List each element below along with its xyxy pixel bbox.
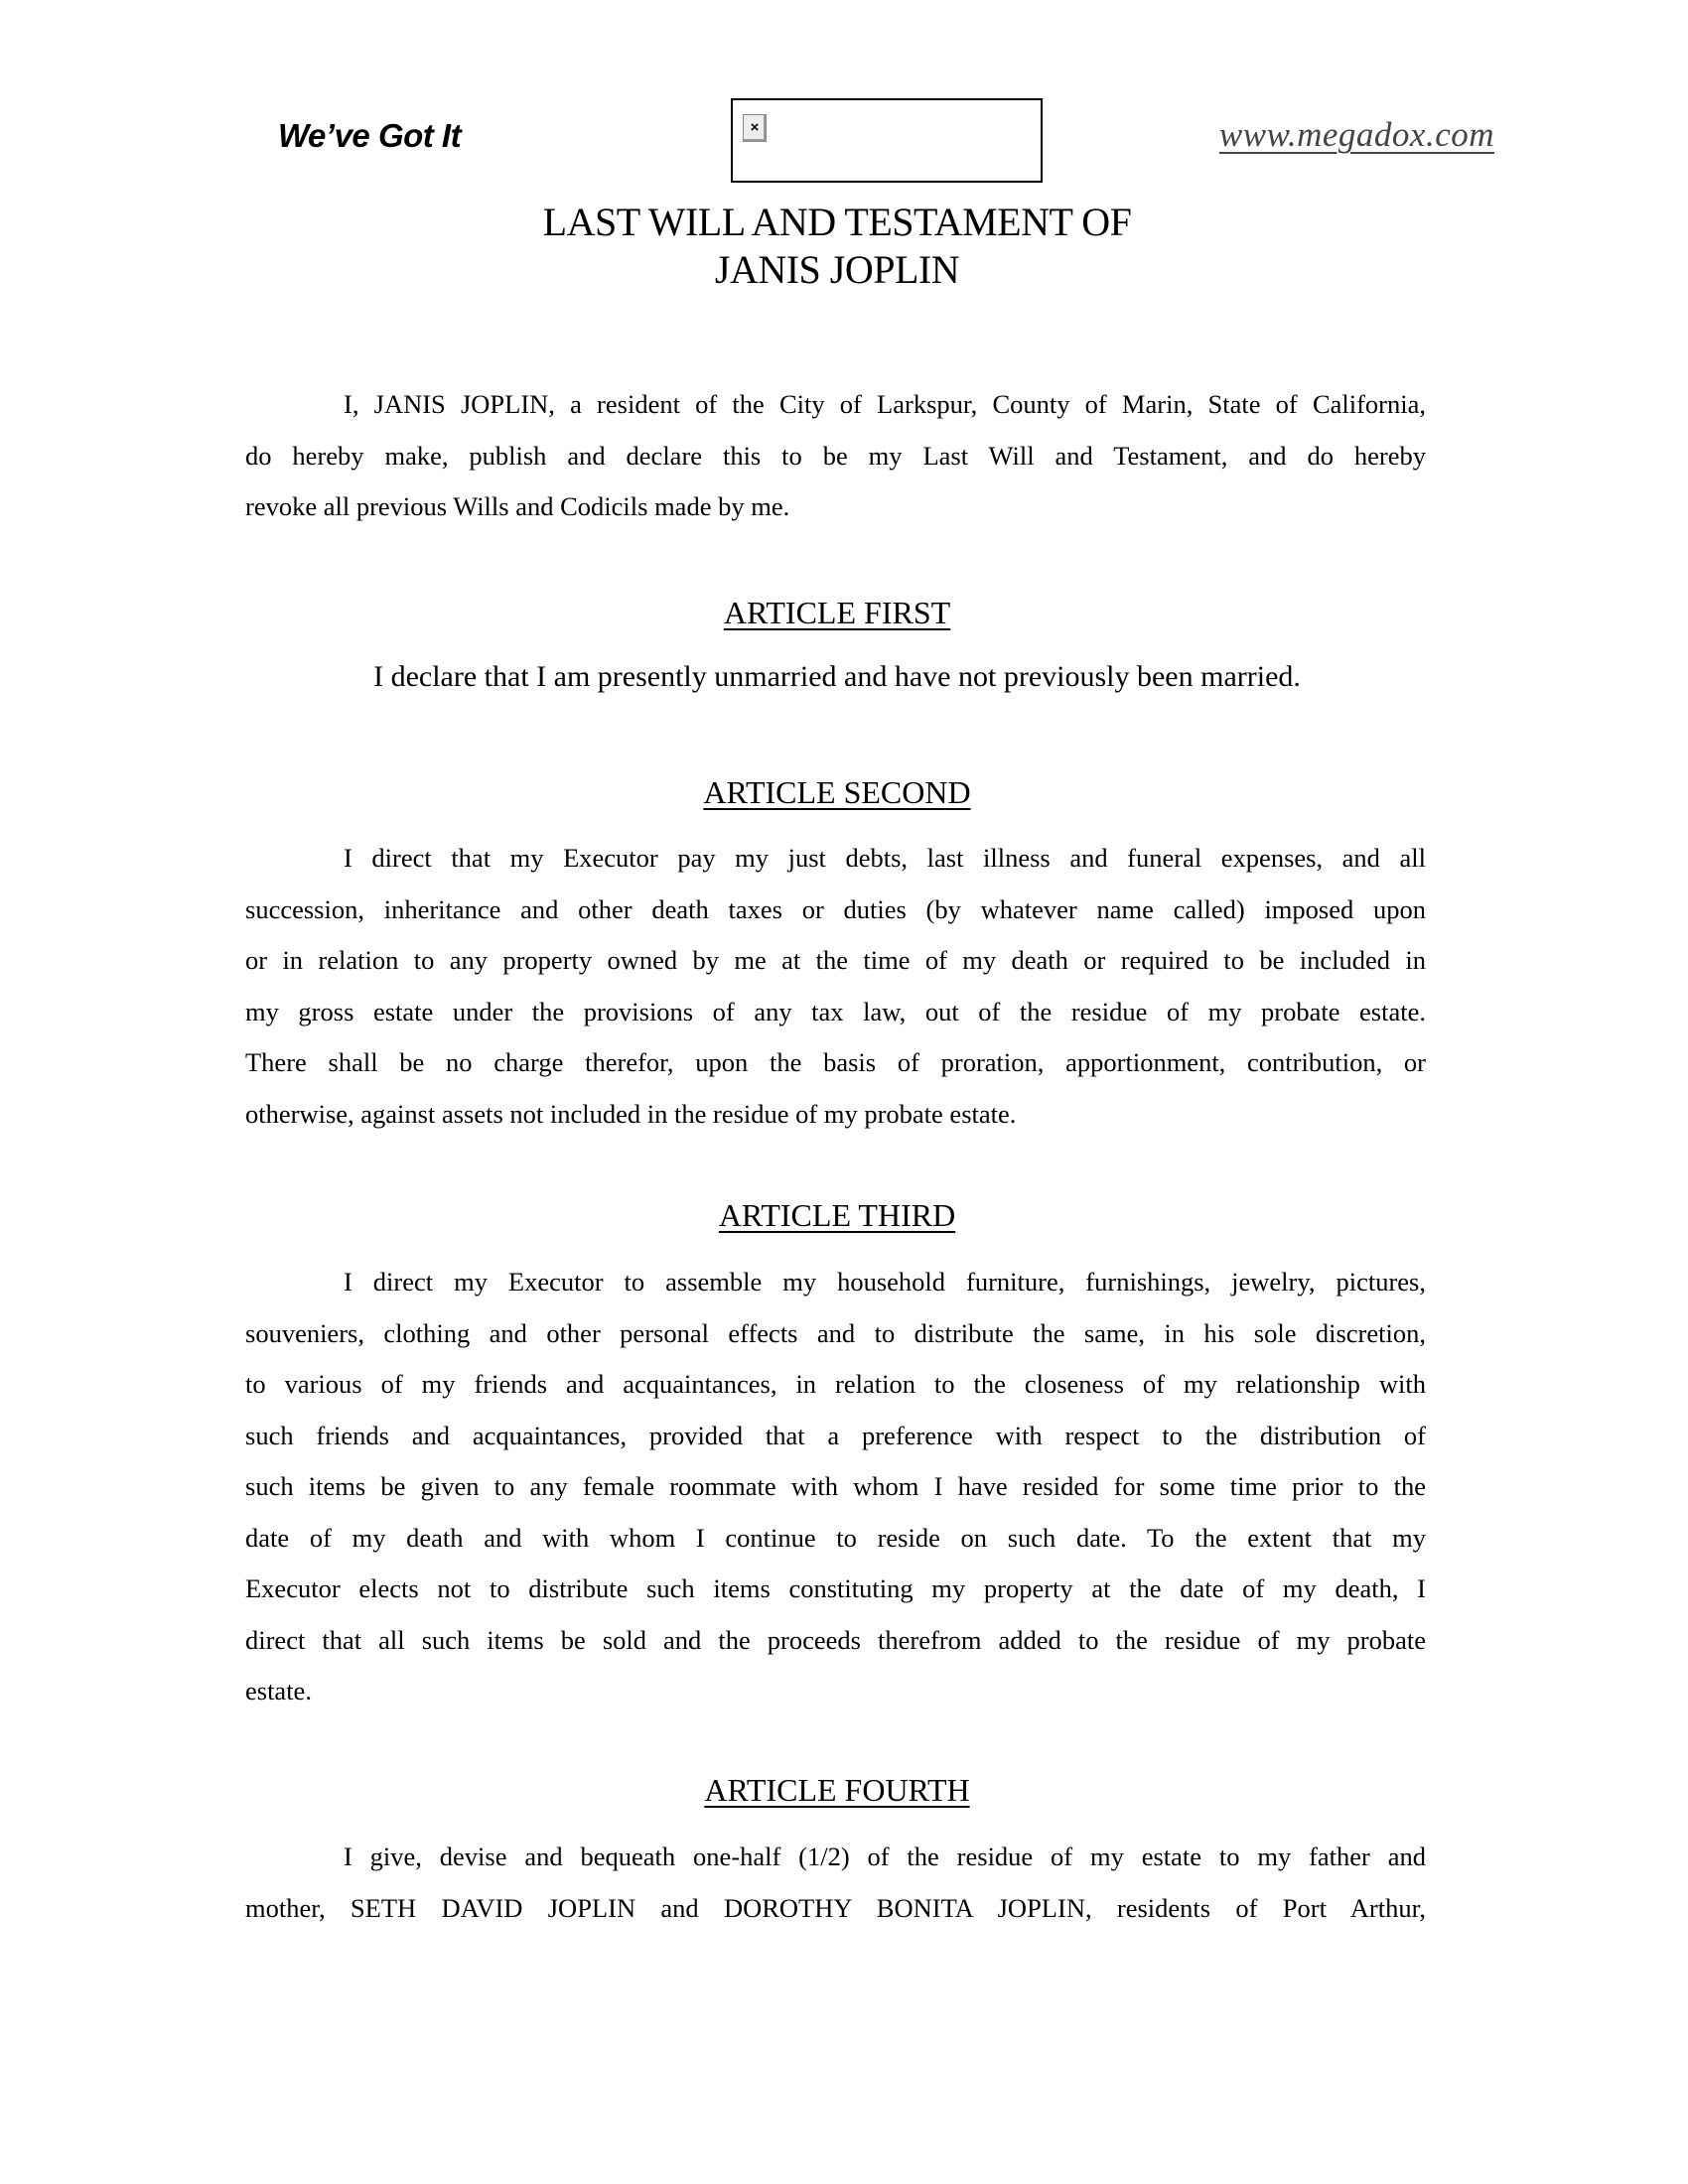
article-third-paragraph — [245, 1257, 1426, 1717]
text-line: date of my death and with whom I continue to reside on such date. To the extent that my — [245, 1522, 1426, 1553]
text-line: mother, SETH DAVID JOPLIN and DOROTHY BONITA JOPLIN, residents of Port Arthur, — [245, 1892, 1426, 1923]
document-title-line-1: LAST WILL AND TESTAMENT OF — [542, 200, 1132, 244]
text-line: my gross estate under the provisions of any tax law, out of the residue of my probate estate. — [245, 996, 1426, 1026]
brand-tagline: We’ve Got It — [278, 117, 462, 154]
text-line: I direct my Executor to assemble my household furniture, furnishings, jewelry, pictures, — [344, 1267, 1426, 1297]
article-first-text: I declare that I am presently unmarried and have not previously been married. — [373, 660, 1301, 693]
text-line: otherwise, against assets not included in the residue of my probate estate. — [245, 1098, 1017, 1129]
text-line: or in relation to any property owned by me at the time of my death or required to be included in — [245, 945, 1426, 975]
document-title-line-2: JANIS JOPLIN — [714, 247, 960, 292]
text-line: such items be given to any female roommate with whom I have resided for some time prior to the — [245, 1471, 1426, 1501]
broken-image-icon: × — [743, 114, 767, 142]
text-line: to various of my friends and acquaintances, in relation to the closeness of my relationship with — [245, 1369, 1426, 1399]
article-second-paragraph — [245, 833, 1426, 1140]
text-line: I direct that my Executor pay my just debts, last illness and funeral expenses, and all — [344, 843, 1426, 873]
text-line: There shall be no charge therefor, upon the basis of proration, apportionment, contribution, or — [245, 1047, 1426, 1077]
text-line: do hereby make, publish and declare this to be my Last Will and Testament, and do hereby — [245, 440, 1426, 471]
text-line: succession, inheritance and other death taxes or duties (by whatever name called) imposed upon — [245, 893, 1426, 924]
article-first-heading: ARTICLE FIRST — [723, 595, 951, 630]
text-line: I, JANIS JOPLIN, a resident of the City of Larkspur, County of Marin, State of California, — [344, 389, 1426, 419]
logo-image-frame — [731, 98, 1043, 183]
text-line: estate. — [245, 1676, 312, 1706]
text-line: I give, devise and bequeath one-half (1/2) of the residue of my estate to my father and — [344, 1842, 1426, 1871]
article-fourth-paragraph — [245, 1832, 1426, 1934]
text-line: souveniers, clothing and other personal effects and to distribute the same, in his sole discretion, — [245, 1317, 1426, 1348]
text-line: direct that all such items be sold and the proceeds therefrom added to the residue of my probate — [245, 1624, 1426, 1655]
text-line: Executor elects not to distribute such items constituting my property at the date of my death, I — [245, 1573, 1426, 1603]
article-fourth-heading: ARTICLE FOURTH — [704, 1772, 970, 1808]
website-link[interactable]: www.megadox.com — [1218, 115, 1494, 154]
article-second-heading: ARTICLE SECOND — [703, 774, 971, 810]
text-line: such friends and acquaintances, provided that a preference with respect to the distribution of — [245, 1420, 1426, 1450]
text-line: revoke all previous Wills and Codicils made by me. — [245, 491, 790, 521]
intro-paragraph — [245, 379, 1426, 533]
article-third-heading: ARTICLE THIRD — [718, 1197, 956, 1233]
